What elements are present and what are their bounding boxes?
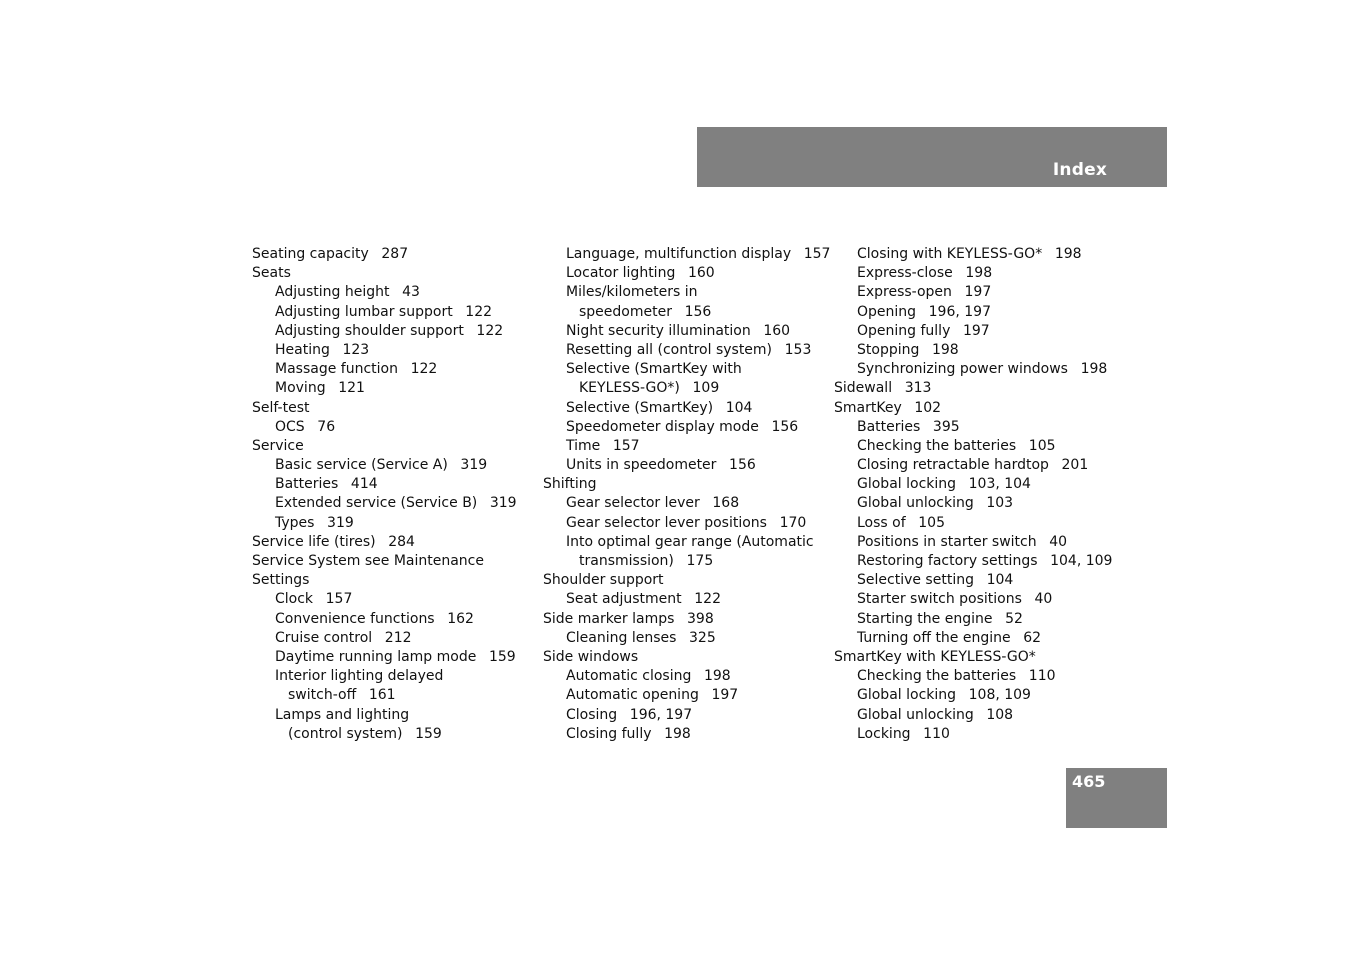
index-term: Types	[275, 514, 315, 531]
index-term: Cleaning lenses	[566, 629, 677, 646]
index-entry	[834, 533, 1124, 552]
index-page-ref: 162	[447, 610, 474, 627]
index-entry	[834, 418, 1124, 437]
index-page-ref: 108	[986, 706, 1014, 723]
index-page-ref: 197	[962, 322, 990, 339]
index-term: Global locking	[857, 476, 957, 493]
index-term: Clock	[275, 591, 314, 608]
index-term: Synchronizing power windows	[857, 361, 1068, 378]
index-term: Restoring factory settings	[857, 553, 1038, 569]
index-page-ref: 122	[694, 591, 721, 608]
index-term: Into optimal gear range (Automatic	[566, 533, 814, 550]
index-entry	[543, 533, 833, 552]
index-entry	[252, 629, 542, 648]
index-term: Closing with KEYLESS-GO*	[857, 246, 1043, 262]
index-page-ref: 109	[692, 380, 720, 397]
index-entry	[834, 686, 1124, 705]
index-page-ref: 168	[712, 495, 740, 512]
index-entry	[543, 667, 833, 686]
index-entry	[543, 283, 833, 302]
index-term: Opening fully	[857, 322, 951, 339]
index-term: Side marker lamps	[543, 610, 675, 627]
index-term: Sidewall	[834, 380, 893, 397]
index-term: Adjusting height	[275, 284, 390, 301]
index-entry	[543, 475, 833, 494]
index-page-ref: 104	[986, 572, 1014, 589]
index-term: Time	[566, 437, 601, 454]
index-entry	[252, 399, 542, 418]
index-entry	[834, 475, 1124, 494]
index-entry	[834, 667, 1124, 686]
index-page-ref: 319	[460, 457, 488, 474]
index-term: Speedometer display mode	[566, 418, 759, 435]
index-page-ref: 108, 109	[968, 687, 1031, 704]
index-entry	[834, 437, 1124, 456]
index-entry	[834, 552, 1124, 571]
index-entry	[252, 494, 542, 513]
index-entry	[252, 456, 542, 475]
index-page-ref: 157	[325, 591, 353, 608]
index-page-ref: 122	[410, 361, 438, 378]
index-term: Language, multifunction display	[566, 246, 792, 262]
index-term: Positions in starter switch	[857, 533, 1037, 550]
index-entry	[252, 552, 542, 571]
index-page-ref: 201	[1061, 457, 1089, 474]
index-page-ref: 153	[784, 341, 812, 358]
index-page-ref: 197	[711, 687, 739, 704]
index-page-ref: 198	[664, 725, 691, 742]
index-term: Opening	[857, 303, 917, 320]
index-entry	[543, 264, 833, 283]
index-term: Turning off the engine	[857, 629, 1011, 646]
index-entry	[834, 648, 1124, 667]
index-page-ref: 196, 197	[629, 706, 693, 723]
index-page-ref: 212	[384, 629, 412, 646]
index-term: Selective setting	[857, 572, 974, 589]
index-entry	[834, 264, 1124, 283]
index-term: Service	[252, 437, 304, 454]
index-page-ref: 198	[703, 668, 731, 685]
index-term: SmartKey	[834, 399, 902, 416]
index-entry	[834, 514, 1124, 533]
index-page-ref: 103	[986, 495, 1014, 512]
index-page-ref: 325	[689, 629, 716, 646]
index-term: Express-close	[857, 265, 953, 282]
index-term: Adjusting lumbar support	[275, 303, 453, 320]
index-entry	[252, 610, 542, 629]
index-entry	[252, 571, 542, 590]
index-page-ref: 103, 104	[968, 476, 1031, 493]
index-page-ref: 122	[465, 303, 493, 320]
index-entry	[834, 456, 1124, 475]
index-entry	[543, 322, 833, 341]
index-term: Starter switch positions	[857, 591, 1022, 608]
index-term: Stopping	[857, 341, 920, 358]
index-entry	[834, 399, 1124, 418]
index-entry	[543, 456, 833, 475]
index-term: Automatic closing	[566, 668, 692, 685]
page-title: Index	[1052, 160, 1107, 180]
index-term: Locking	[857, 725, 911, 742]
index-entry	[543, 706, 833, 725]
index-entry	[834, 303, 1124, 322]
index-entry	[252, 418, 542, 437]
index-term: Miles/kilometers in	[566, 284, 698, 301]
index-page-ref: 319	[489, 495, 517, 512]
index-term: Extended service (Service B)	[275, 495, 478, 512]
index-term: Selective (SmartKey)	[566, 399, 714, 416]
index-entry	[543, 571, 833, 590]
index-page-ref: 398	[687, 610, 714, 627]
index-term: OCS	[275, 418, 305, 435]
index-term: Self-test	[252, 399, 310, 416]
index-page-ref: 160	[763, 322, 791, 339]
index-term: Seat adjustment	[566, 591, 682, 608]
index-term: Basic service (Service A)	[275, 457, 448, 474]
index-term: Cruise control	[275, 629, 373, 646]
index-entry	[834, 322, 1124, 341]
index-entry	[834, 245, 1124, 264]
index-page-ref: 157	[612, 437, 640, 454]
index-page-ref: 156	[684, 303, 712, 320]
index-term: Checking the batteries	[857, 437, 1017, 454]
index-page-ref: 110	[923, 725, 950, 742]
index-page-ref: 76	[317, 418, 336, 435]
index-entry	[543, 514, 833, 533]
index-page-ref: 104	[725, 399, 753, 416]
index-page-ref: 123	[342, 341, 370, 358]
index-entry	[543, 418, 833, 437]
index-page-ref: 319	[327, 514, 354, 531]
index-term: Automatic opening	[566, 687, 699, 704]
index-entry	[834, 610, 1124, 629]
index-entry	[834, 283, 1124, 302]
index-term: (control system)	[288, 725, 403, 742]
index-term: Service life (tires)	[252, 533, 376, 550]
index-entry	[543, 379, 833, 398]
index-term: speedometer	[579, 303, 672, 320]
index-entry	[252, 379, 542, 398]
index-page-ref: 196, 197	[928, 303, 991, 320]
index-page-ref: 284	[388, 533, 415, 550]
index-page-ref: 105	[918, 514, 945, 531]
index-entry	[543, 610, 833, 629]
index-page-ref: 175	[686, 553, 714, 569]
index-term: Gear selector lever positions	[566, 514, 767, 531]
index-entry	[543, 552, 833, 571]
index-entry	[252, 283, 542, 302]
index-page-ref: 313	[904, 380, 932, 397]
index-term: Resetting all (control system)	[566, 341, 773, 358]
index-entry	[252, 360, 542, 379]
index-term: Express-open	[857, 284, 952, 301]
index-term: Closing retractable hardtop	[857, 457, 1049, 474]
index-entry	[252, 706, 542, 725]
index-entry	[543, 648, 833, 667]
page-number-box	[1066, 768, 1167, 828]
index-term: Starting the engine	[857, 610, 993, 627]
index-term: Interior lighting delayed	[275, 668, 444, 685]
index-term: Selective (SmartKey with	[566, 361, 742, 378]
index-term: Closing	[566, 706, 618, 723]
header-bar	[697, 127, 1167, 187]
index-entry	[543, 360, 833, 379]
index-term: Loss of	[857, 514, 906, 531]
index-page-ref: 52	[1005, 610, 1023, 627]
index-entry	[834, 571, 1124, 590]
index-term: Global unlocking	[857, 706, 974, 723]
index-page-ref: 198	[1054, 246, 1082, 262]
index-column-3	[834, 245, 1124, 744]
index-term: Global locking	[857, 687, 957, 704]
index-entry	[252, 322, 542, 341]
index-term: transmission)	[579, 553, 674, 569]
index-page-ref: 156	[771, 418, 799, 435]
index-term: Shifting	[543, 476, 597, 493]
index-page-ref: 110	[1028, 668, 1056, 685]
index-entry	[834, 379, 1124, 398]
index-term: switch-off	[288, 687, 357, 704]
index-page-ref: 170	[779, 514, 807, 531]
index-entry	[252, 514, 542, 533]
index-page-ref: 159	[415, 725, 442, 742]
index-entry	[252, 303, 542, 322]
index-term: Gear selector lever	[566, 495, 700, 512]
index-column-1	[252, 245, 542, 744]
index-term: SmartKey with KEYLESS-GO*	[834, 648, 1036, 665]
index-term: Service System see Maintenance	[252, 553, 484, 569]
index-entry	[252, 475, 542, 494]
index-entry	[834, 629, 1124, 648]
index-page-ref: 40	[1034, 591, 1053, 608]
index-entry	[543, 245, 833, 264]
index-entry	[834, 494, 1124, 513]
index-entry	[252, 725, 542, 744]
index-term: Global unlocking	[857, 495, 974, 512]
index-page-ref: 414	[350, 476, 378, 493]
index-page-ref: 105	[1028, 437, 1056, 454]
index-page-ref: 198	[931, 341, 959, 358]
index-page-ref: 62	[1023, 629, 1042, 646]
index-column-2	[543, 245, 833, 744]
index-entry	[252, 590, 542, 609]
index-page-ref: 198	[1080, 361, 1108, 378]
index-page-ref: 104, 109	[1050, 553, 1113, 569]
index-entry	[543, 399, 833, 418]
index-page-ref: 159	[488, 648, 516, 665]
index-term: Shoulder support	[543, 572, 664, 589]
index-term: Daytime running lamp mode	[275, 648, 477, 665]
index-page-ref: 287	[381, 246, 409, 262]
index-entry	[252, 341, 542, 360]
index-page-ref: 160	[687, 265, 715, 282]
index-entry	[543, 341, 833, 360]
index-term: Side windows	[543, 648, 639, 665]
index-term: Seating capacity	[252, 246, 369, 262]
index-term: Lamps and lighting	[275, 706, 410, 723]
index-entry	[252, 667, 542, 686]
index-entry	[543, 629, 833, 648]
index-term: Units in speedometer	[566, 457, 717, 474]
index-entry	[543, 590, 833, 609]
index-term: Convenience functions	[275, 610, 435, 627]
index-entry	[834, 360, 1124, 379]
index-term: Adjusting shoulder support	[275, 322, 464, 339]
index-page-ref: 121	[338, 380, 365, 397]
index-page-ref: 122	[476, 322, 504, 339]
index-term: Batteries	[275, 476, 339, 493]
index-term: Closing fully	[566, 725, 652, 742]
index-entry	[252, 686, 542, 705]
index-term: Heating	[275, 341, 330, 358]
index-page-ref: 161	[368, 687, 396, 704]
index-entry	[543, 494, 833, 513]
index-page-ref: 156	[729, 457, 756, 474]
index-entry	[252, 437, 542, 456]
index-page-ref: 395	[932, 418, 960, 435]
index-entry	[543, 437, 833, 456]
index-term: KEYLESS-GO*)	[579, 380, 680, 397]
index-term: Checking the batteries	[857, 668, 1017, 685]
index-page-ref: 157	[803, 246, 831, 262]
index-entry	[834, 725, 1124, 744]
index-term: Settings	[252, 572, 310, 589]
index-entry	[543, 725, 833, 744]
index-term: Night security illumination	[566, 322, 751, 339]
index-term: Massage function	[275, 361, 398, 378]
index-entry	[252, 648, 542, 667]
page-number: 465	[1072, 772, 1106, 791]
index-page-ref: 40	[1049, 533, 1068, 550]
index-page-ref: 102	[914, 399, 942, 416]
index-entry	[834, 341, 1124, 360]
index-term: Moving	[275, 380, 326, 397]
index-term: Batteries	[857, 418, 921, 435]
index-entry	[543, 303, 833, 322]
index-entry	[252, 245, 542, 264]
index-term: Seats	[252, 265, 291, 282]
index-entry	[834, 706, 1124, 725]
index-entry	[543, 686, 833, 705]
index-page-ref: 197	[964, 284, 992, 301]
index-page-ref: 198	[965, 265, 993, 282]
index-entry	[252, 264, 542, 283]
index-entry	[834, 590, 1124, 609]
index-page-ref: 43	[402, 284, 420, 301]
index-entry	[252, 533, 542, 552]
index-term: Locator lighting	[566, 265, 676, 282]
